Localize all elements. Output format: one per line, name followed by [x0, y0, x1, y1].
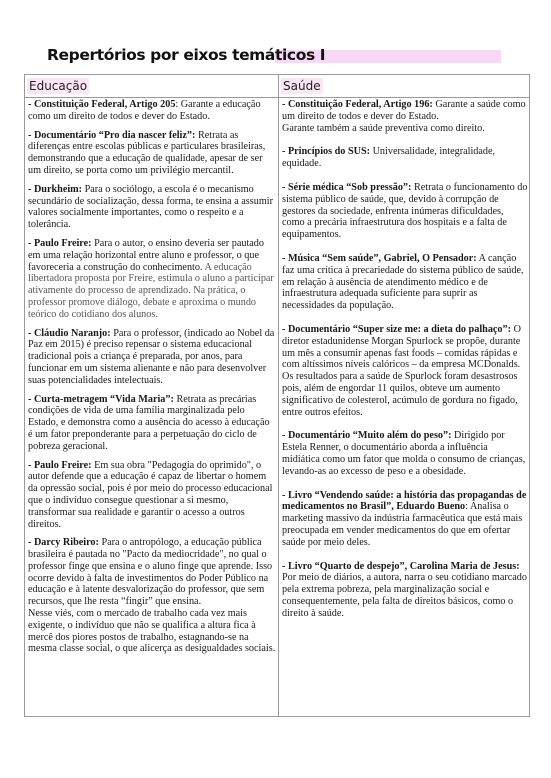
entry-head: - Documentário “Pro dia nascer feliz”: [28, 129, 196, 141]
entry-text: : Analisa o marketing massivo da indústria farmacêutica que está mais preocupada em vender medicamentos do que em ofertar saúde por meio deles. [282, 501, 523, 548]
entry-text: Retrata as precárias condições de vida de uma família marginalizada pelo Estado, e demonstra como a ausência do acesso à educação é um fator preponderante para a perpetuação do ciclo de pobreza geracional. [28, 393, 270, 452]
entry-muted-text: A educação libertadora proposta por Freire, estimula o aluno a participar ativamente do processo de aprendizado. Na prática, o professor promove diálogo, debate e aproxima o mundo teórico do cotidiano dos alunos. [28, 261, 274, 320]
entry-text: Retrata o funcionamento do sistema público de saúde, que, devido à corrupção de gestores da sociedade, enfrenta inúmeras dificuldades, como a precária infraestrutura dos hospitais e a falta de equipamentos. [282, 181, 528, 241]
entry-head: - Curta-metragem “Vida Maria”: [28, 393, 174, 405]
entry-text: Universalidade, integralidade, equidade. [282, 146, 496, 170]
entry-muito-alem-do-peso [282, 430, 528, 477]
entry-head: - Constituição Federal, Artigo 205 [28, 99, 176, 110]
entry-sem-saude [282, 253, 528, 312]
entry-text: : Garante a educação como um direito de todos e dever do Estado. [28, 99, 261, 122]
entry-quarto-de-despejo [282, 561, 528, 620]
entry-constituicao-205 [28, 99, 276, 123]
entry-head: - Paulo Freire: [28, 459, 92, 471]
entry-head: - Livro “Vendendo saúde: a história das propagandas de medicamentos no Brasil”, Eduardo Bueno [282, 489, 527, 513]
entry-head: - Livro “Quarto de despejo”, Carolina Maria de Jesus: [282, 560, 520, 572]
column-educacao [28, 99, 276, 662]
entry-head: - Darcy Ribeiro: [28, 537, 99, 549]
entry-text: Para o professor, (indicado ao Nobel da Paz em 2015) é preciso repensar o sistema educacional tradicional pois a criança é preparada, por anos, para funcionar em um sistema alienante e não para desenvolver suas potencialidades intelectuais. [28, 327, 275, 386]
entry-pro-dia-nascer-feliz [28, 130, 276, 177]
entry-vendendo-saude [282, 490, 528, 549]
entry-text: A canção faz uma crítica à precariedade do sistema público de saúde, em relação à ausência de atendimento médico e de infraestrutura adequada suficiente para suprir as necessidades da população. [282, 252, 524, 312]
entry-head: - Documentário “Muito além do peso”: [282, 430, 452, 442]
entry-text: O diretor estadunidense Morgan Spurlock se propõe, durante um mês a consumir apenas fast foods – comidas rápidas e com altíssimos níveis calóricos – da empresa MCDonalds. Os resultados para a saúde de Spurlock foram desastrosos pois, além de engordar 11 quilos, obteve um aumento significativo de colesterol, acúmulo de gordura no fígado, entre outros efeitos. [282, 323, 521, 418]
entry-text: Para o autor, o ensino deveria ser pautado em uma relação horizontal entre aluno e professor, o que favoreceria a construção do conhecimento. [28, 237, 264, 273]
entry-darcy-ribeiro [28, 537, 276, 655]
header-divider [25, 97, 529, 98]
entry-constituicao-196 [282, 99, 528, 134]
entry-text: Em sua obra "Pedagogia do oprimido", o autor defende que a educação é capaz de libertar o homem da opressão social, pois é por meio do processo educacional que o indivíduo consegue questionar a si mesmo, transformar sua realidade e garantir o acesso a outros direitos. [28, 459, 273, 530]
column-header-saude: Saúde [283, 79, 321, 93]
entry-head: - Cláudio Naranjo: [28, 327, 111, 339]
entry-sob-pressao [282, 182, 528, 241]
entry-paulo-freire-1 [28, 238, 276, 321]
page-title: Repertórios por eixos temáticos I [47, 46, 326, 64]
entry-head: - Durkheim: [28, 183, 83, 195]
entry-text: Garante a saúde como um direito de todos e dever do Estado. [282, 99, 526, 122]
column-header-educacao: Educação [29, 79, 88, 93]
entry-extra-text: Garante também a saúde preventiva como direito. [282, 122, 485, 134]
entry-vida-maria [28, 394, 276, 453]
entry-head: - Constituição Federal, Artigo 196: [282, 99, 433, 110]
entry-durkheim [28, 184, 276, 231]
entry-claudio-naranjo [28, 328, 276, 387]
topics-table [24, 74, 530, 717]
entry-text: Por meio de diários, a autora, narra o seu cotidiano marcado pela extrema pobreza, pela marginalização social e consequentemente, pela falta de direitos básicos, como o direito à saúde. [282, 572, 527, 619]
entry-text: Retrata as diferenças entre escolas públicas e particulares brasileiras, demonstrando que a educação de qualidade, apesar de ser um direito, se porta como um privilégio mercantil. [28, 129, 266, 176]
entry-principios-sus [282, 146, 528, 170]
entry-text: Para o antropólogo, a educação pública brasileira é pautada no "Pacto da mediocridade", no qual o professor finge que ensina e o aluno finge que aprende. Isso ocorre devido à falta de investimentos do Poder Público na educação e à latente desvalorização do professor, que sem recursos, que lhe resta “fingir” que ensina. [28, 537, 273, 608]
entry-extra-text: Nesse viés, com o mercado de trabalho cada vez mais exigente, o indivíduo que não se qualifica a altura fica à mercê dos piores postos de trabalho, estagnando-se na mesma classe social, o que alicerça as desigualdades sociais. [28, 608, 276, 655]
column-saude [282, 99, 528, 626]
entry-text: Para o sociólogo, a escola é o mecanismo secundário de socialização, dessa forma, te ensina a assumir valores socialmente importantes, como o respeito e a tolerância. [28, 183, 273, 231]
entry-head: - Série médica “Sob pressão”: [282, 181, 412, 193]
entry-super-size-me [282, 324, 528, 418]
entry-head: - Documentário “Super size me: a dieta do palhaço”: [282, 323, 512, 335]
entry-head: - Paulo Freire: [28, 237, 92, 249]
entry-text: Dirigido por Estela Renner, o documentário aborda a influência midiática como um fator que molda o consumo de crianças, levando-as ao excesso de peso e a obesidade. [282, 430, 526, 477]
column-divider [278, 75, 279, 716]
entry-head: - Princípios do SUS: [282, 146, 371, 158]
entry-paulo-freire-2 [28, 460, 276, 531]
entry-head: - Música “Sem saúde”, Gabriel, O Pensador: [282, 252, 477, 264]
